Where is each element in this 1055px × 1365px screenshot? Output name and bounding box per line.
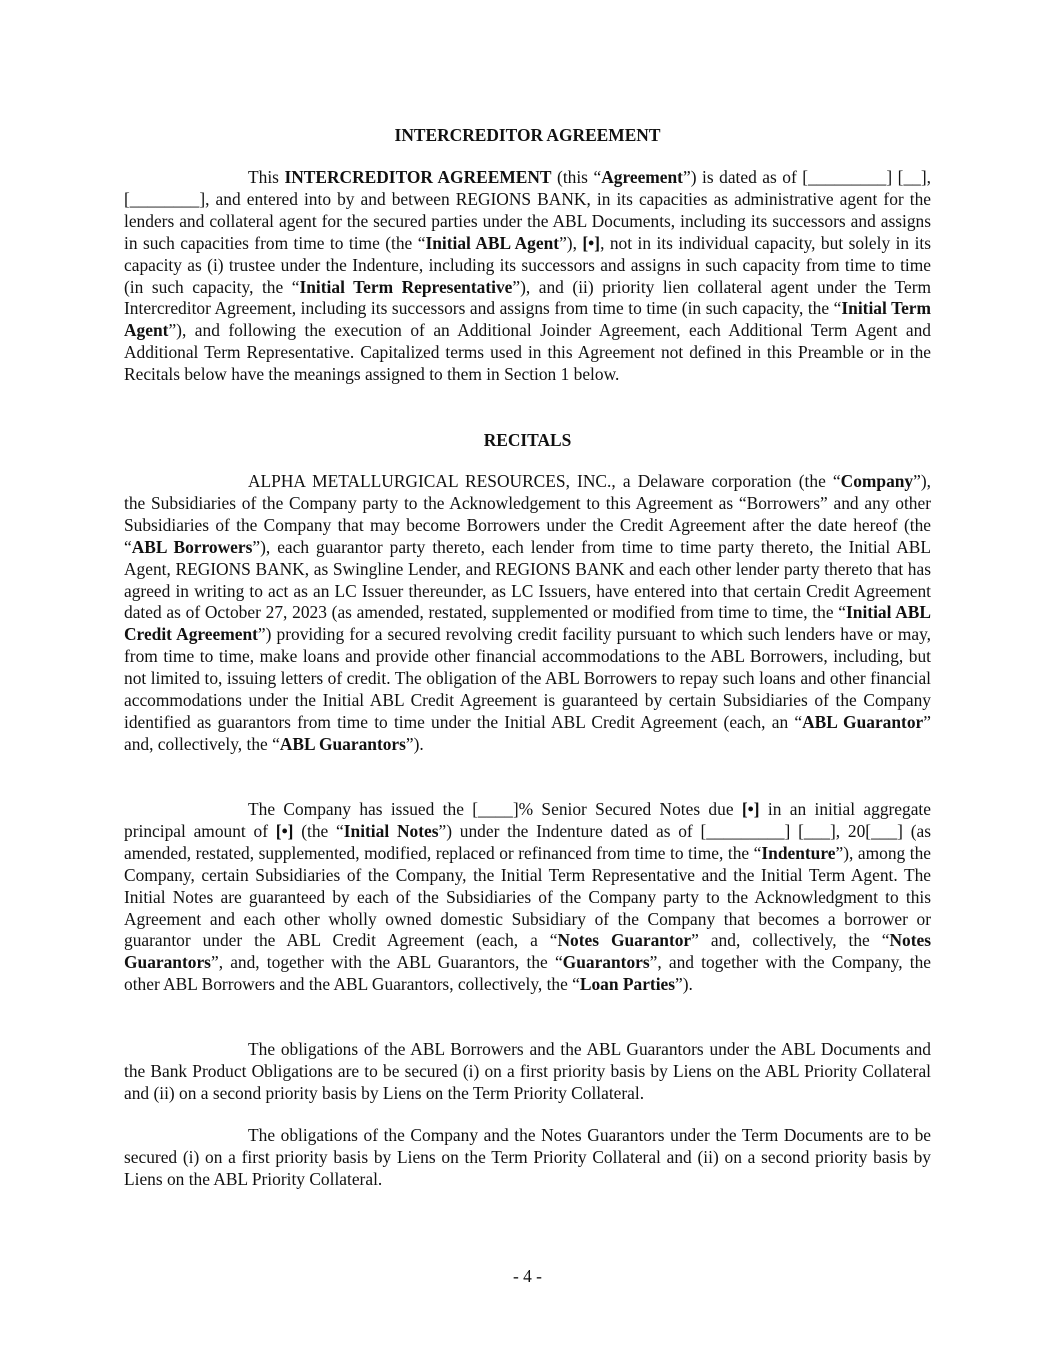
preamble-paragraph: This INTERCREDITOR AGREEMENT (this “Agreement”) is dated as of [_________] [__], [________], and entered into by and between REGIONS BANK, in its capacities as administrative agent for the lenders and collateral agent for the secured parties under the ABL Documents, including its successors and assigns in such capacities from time to time (the “Initial ABL Agent”), [•], not in its individual capacity, but solely in its capacity as (i) trustee under the Indenture, including its successors and assigns in such capacity from time to time (in such capacity, the “Initial Term Representative”), and (ii) priority lien collateral agent under the Term Intercreditor Agreement, including its successors and assigns from time to time (in such capacity, the “Initial Term Agent”), and following the execution of an Additional Joinder Agreement, each Additional Term Agent and Additional Term Representative. Capitalized terms used in this Agreement not defined in this Preamble or in the Recitals below have the meanings assigned to them in Section 1 below. — [124, 167, 932, 385]
recital-paragraph-3: The obligations of the ABL Borrowers and the ABL Guarantors under the ABL Documents and the Bank Product Obligations are to be secured (i) on a first priority basis by Liens on the ABL Priority Collateral and (ii) on a second priority basis by Liens on the Term Priority Collateral. — [124, 1039, 931, 1103]
recital-paragraph-4: The obligations of the Company and the Notes Guarantors under the Term Documents are to be secured (i) on a first priority basis by Liens on the Term Priority Collateral and (ii) on a second priority basis by Liens on the ABL Priority Collateral. — [124, 1125, 931, 1189]
recitals-heading: RECITALS — [483, 430, 572, 450]
recital-paragraph-2: The Company has issued the [____]% Senior Secured Notes due [•] in an initial aggregate principal amount of [•] (the “Initial Notes”) under the Indenture dated as of [_________] [___], 20[___] (as amended, restated, supplemented, modified, replaced or refinanced from time to time, the “Indenture”), among the Company, certain Subsidiaries of the Company, the Initial Term Representative and the Initial Term Agent. The Initial Notes are guaranteed by each of the Subsidiaries of the Company party to the Acknowledgment to this Agreement and each other wholly owned domestic Subsidiary of the Company that becomes a borrower or guarantor under the ABL Credit Agreement (each, a “Notes Guarantor” and, collectively, the “Notes Guarantors”, and, together with the ABL Guarantors, the “Guarantors”, and together with the Company, the other ABL Borrowers and the ABL Guarantors, collectively, the “Loan Parties”). — [124, 799, 932, 995]
document-title: INTERCREDITOR AGREEMENT — [394, 125, 661, 145]
page-number: - 4 - — [513, 1266, 542, 1286]
recital-paragraph-1: ALPHA METALLURGICAL RESOURCES, INC., a Delaware corporation (the “Company”), the Subsidiaries of the Company party to the Acknowledgement to this Agreement as “Borrowers” and any other Subsidiaries of the Company that may become Borrowers under the Credit Agreement after the date hereof (the “ABL Borrowers”), each guarantor party thereto, each lender from time to time party thereto, the Initial ABL Agent, REGIONS BANK, as Swingline Lender, and REGIONS BANK and each other lender party thereto that has agreed in writing to act as an LC Issuer thereunder, as LC Issuers, have entered into that certain Credit Agreement dated as of October 27, 2023 (as amended, restated, supplemented or modified from time to time, the “Initial ABL Credit Agreement”) providing for a secured revolving credit facility pursuant to which such lenders have or may, from time to time, make loans and provide other financial accommodations to the ABL Borrowers, including, but not limited to, issuing letters of credit. The obligation of the ABL Borrowers to repay such loans and other financial accommodations under the Initial ABL Credit Agreement is guaranteed by certain Subsidiaries of the Company identified as guarantors from time to time under the Initial ABL Credit Agreement (each, an “ABL Guarantor” and, collectively, the “ABL Guarantors”). — [124, 471, 931, 754]
